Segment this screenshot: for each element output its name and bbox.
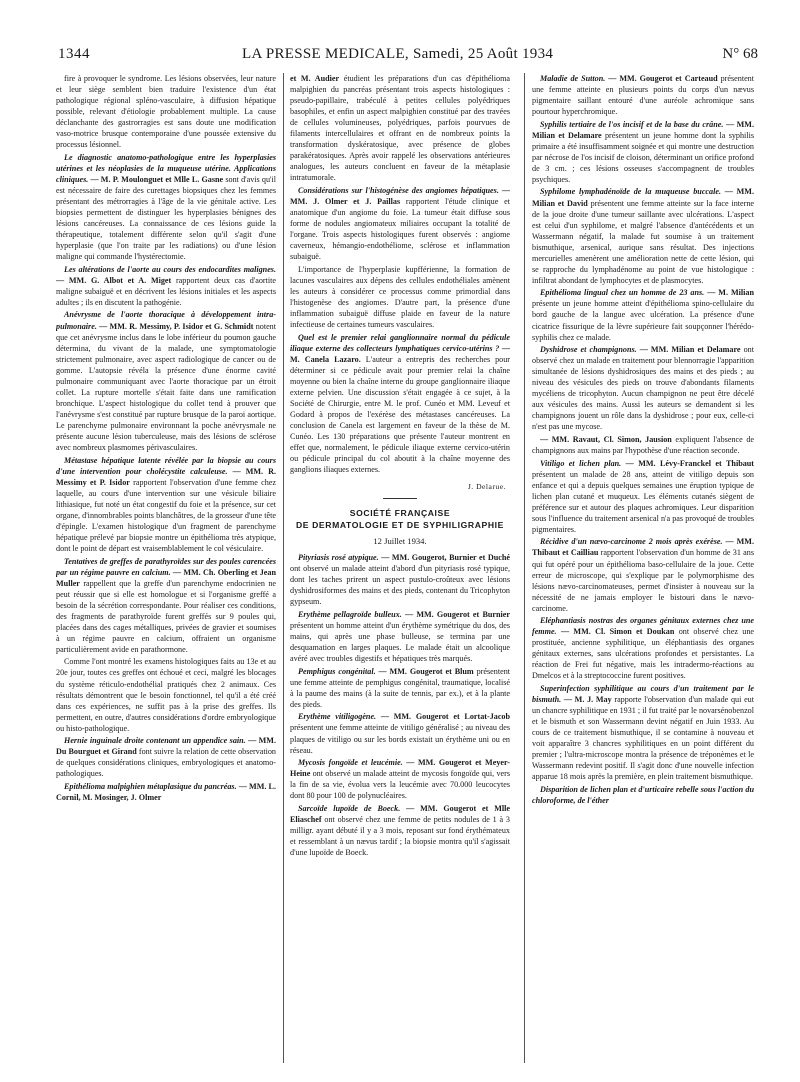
article-authors: — MM. Ravaut, Cl. Simon, Jausion — [540, 435, 672, 444]
article-authors: — MM. J. Olmer et J. Paillas — [290, 185, 510, 207]
article — [290, 803, 510, 858]
article-text: rappellent que la greffe d'un parenchyme endocrinien ne peut réussir que si elle est homologue et si l'organisme greffé a besoin de la sécrétion correspondante. Pour réaliser ces conditions, des fragments de parathyroïde furent greffés sur 9 poules qui, placées dans des cages métalliques, privées de gravier et soumises à un régime pauvre en calcium, offraient un organisme particulièrement avide en parathormone. — [56, 578, 276, 654]
article-text: ont observé un malade atteint d'abord d'un pityriasis rosé typique, dont les taches prirent un aspect pustulo-croûteux avec lésions dyshidrosiformes des mains et des pieds, contenant du Tricophyton gypseum. — [290, 564, 510, 607]
article-title: Anévrysme de l'aorte thoracique à développement intra-pulmonaire. — [56, 310, 276, 331]
article — [532, 536, 754, 613]
article-text: présentent une femme atteinte de vitiligo généralisé ; au niveau des plaques de vitiligo ou sur les bords existait un érythème uni ou en réseau. — [290, 723, 510, 755]
article-title: Disparition de lichen plan et d'urticaire rebelle sous l'action du chloroforme, de l'éther — [532, 784, 754, 805]
article-text: rapporte l'observation d'un malade qui eut un chancre syphilitique en 1931 ; il fut traité par le novarsénobenzol et le bismuth et son Wassermann devint négatif en Juin 1933. Au cours de ce traitement bismuthique, il se contamine à nouveau et voit apparaître 3 chancres syphilitiques en un point différent du premier ; l'ultra-microscope montra la présence de tréponèmes et le Wassermann redevint positif. Il s'agit donc d'une nouvelle infection apparue 18 mois après la première, en plein traitement bismuthique. — [532, 695, 754, 782]
signature: J. Delarue. — [467, 482, 506, 492]
article-text: sont d'avis qu'il est nécessaire de faire des curettages biopsiques chez les femmes présentant des métrorragies à l'âge de la vie génitale active. Les biopsies permettent de distinguer les hyperplasies bénignes des lésions cancéreuses. La connaissance de ces lésions guide la thérapeutique, totalement différente selon qu'il s'agit d'une hyperplasie (que l'on traite par les radiations) ou d'une lésion maligne qui commande l'hystérectomie. — [56, 174, 276, 262]
article-text: présentent une femme atteinte sur la face interne de la joue droite d'une tumeur saillante avec ulcérations. L'aspect est celui d'un syphilome, et malgré l'absence d'antécédents et un Wassermann négatif, la malade fut soumise à un traitement bismuthique, arsenical, aurique sans résultat. Des injections mercurielles amenèrent une amélioration nette de cette lésion, qui se rapproche du lymphadénome au point de vue histologique : infiltrat abondant de lymphocytes et de plasmocytes. — [532, 198, 754, 285]
paragraph: L'importance de l'hyperplasie kupfférienne, la formation de lacunes vasculaires aux dépens des cellules endothéliales amènent les auteurs à considérer ce processus comme primordial dans l'histogenèse des angiomes. D'autre part, la présence d'une inflammation subaiguë diffuse plaide en faveur de la nature infectieuse de certaines tumeurs vasculaires. — [290, 264, 510, 330]
article — [56, 735, 276, 779]
article-authors: — M. J. May — [563, 695, 612, 705]
article-title: Epithélioma malpighien métaplasique du pancréas. — [64, 781, 237, 791]
article-text: rapportent l'observation d'une femme chez laquelle, au cours d'une intervention sur une vésicule biliaire lithiasique, fut noté un état congestif du foie et la présence, sur cet organe, d'innombrables points blanchâtres, de la grosseur d'une tête d'épingle. L'examen histologique d'un fragment de parenchyme hépatique prélevé par biopsie montre un épithélioma très atypique, dont le point de départ est vraisemblablement le col vésiculaire. — [56, 477, 276, 553]
article — [290, 332, 510, 476]
journal-title: LA PRESSE MEDICALE, Samedi, 25 Août 1934 — [242, 46, 554, 62]
article-authors: — MM. Gougerot et Lortat-Jacob — [380, 712, 510, 722]
article-authors: — MM. Milian et Delamare — [532, 119, 754, 140]
article-authors: — M. Milian — [707, 288, 754, 298]
article-title: Pemphigus congénital. — [298, 666, 376, 676]
article — [532, 784, 754, 806]
article-title: Erythème pellagroïde bulleux. — [298, 610, 402, 620]
article — [56, 264, 276, 308]
column-left — [56, 73, 276, 1063]
article — [532, 73, 754, 117]
article-authors: — MM. L. Cornil, M. Mosinger, J. Olmer — [56, 781, 276, 802]
article — [290, 609, 510, 664]
article-text: expliquent l'absence de champignons aux mains par l'hypothèse d'une réaction seconde. — [532, 435, 754, 456]
article-text: présentent une femme atteinte de pemphigus congénital, traumatique, localisé à la paume des mains (à la suite de tennis, par ex.), et à la plante des pieds. — [290, 666, 510, 709]
article-authors: — MM. R. Messimy, P. Isidor et G. Schmidt — [99, 321, 254, 331]
article — [56, 781, 276, 803]
article-text: rapportent deux cas d'aortite maligne subaiguë et en décrivent les lésions initiales et les aspects adultes ; ils en discutent la pathogénie. — [56, 275, 276, 307]
article-text: rapportent l'étude clinique et anatomique d'un angiome du foie. La tumeur était diffuse sous forme de nodules angiomateux miliaires occupant la totalité de l'organe. Trois aspects histologiques furent observés : angiome caverneux, hémangio-endothéliome, sclérose et inflammation subaiguë. — [290, 197, 510, 262]
article-authors: — MM. Gougerot, Burnier et Duché — [381, 553, 510, 563]
article-authors: — MM. Thibaut et Cailliau — [532, 537, 754, 558]
article-title: Tentatives de greffes de parathyroïdes sur des poules carencées par un régime pauvre en calcium. — [56, 556, 276, 577]
article-text: ont observé chez une femme de petits nodules de 1 à 3 milligr. ayant débuté il y a 3 mois, reposant sur fond érythémateux et ressemblant à un nævus tardif ; la biopsie montra qu'il s'agissait d'une lupoïde de Boeck. — [290, 814, 510, 857]
article-authors: — M. P. Moulonguet et Mlle L. Gasne — [90, 174, 224, 184]
article-text: présentent un homme atteint d'un érythème symétrique du dos, des mains, qui après une phase bulleuse, se termina par une desquamation en larges plaques. Le malade était un alcoolique avéré avec troubles digestifs et hépatiques très marqués. — [290, 621, 510, 664]
article-authors: — MM. Gougerot et Blum — [378, 666, 474, 676]
article-authors: — M. Canela Lazaro. — [290, 343, 510, 364]
article-authors: — MM. Gougerot et Mlle Eliaschef — [290, 803, 510, 824]
article-authors: — MM. Ch. Oberling et Jean Muller — [56, 567, 276, 588]
article-title: Epithélioma lingual chez un homme de 23 ans. — [540, 288, 705, 298]
article-authors: — MM. Du Bourguet et Girand — [56, 736, 276, 757]
column-middle — [290, 73, 510, 1063]
article-title: Quel est le premier relai ganglionnaire normal du pédicule iliaque externe des collecteurs lymphatiques cervico-utérins ? — [290, 332, 510, 353]
paragraph: Comme l'ont montré les examens histologiques faits au 13e et au 20e jour, toutes ces greffes ont échoué et ceci, malgré les blocages du système réticulo-endothélial pratiqués chez 2 animaux. Ces résultats démontrent que le besoin fonctionnel, tel qu'il a été créé dans ces expériences, ne suffit pas à la prise des greffes. Ils permettent, en outre, d'autres considérations d'ordre embryologique ou histo-pathologique. — [56, 657, 276, 733]
article-authors: — MM. Milian et David — [532, 187, 754, 208]
article — [290, 185, 510, 262]
article — [532, 458, 754, 535]
society-title: SOCIÉTÉ FRANÇAISE — [349, 508, 451, 519]
article — [532, 119, 754, 185]
article-authors: — MM. Gougerot et Burnier — [404, 610, 510, 620]
article — [532, 344, 754, 432]
society-subtitle: DE DERMATOLOGIE ET DE SYPHILIGRAPHIE — [296, 520, 504, 531]
article-authors: — MM. Cl. Simon et Doukan — [560, 627, 675, 637]
article-text: ont observé un malade atteint de mycosis fongoïde qui, vers la fin de sa vie, évolua vers la leucémie avec 70.000 leucocytes dont 80 pour 100 de polynucléaires. — [290, 769, 510, 801]
article-title: Pityriasis rosé atypique. — [298, 553, 379, 563]
paragraph — [532, 434, 754, 456]
article-title: Vitiligo et lichen plan. — [540, 458, 622, 468]
article-title: Considérations sur l'histogénèse des angiomes hépatiques. — [298, 185, 499, 195]
session-date: 12 Juillet 1934. — [373, 536, 427, 547]
article-title: Superinfection syphilitique au cours d'un traitement par le bismuth. — [532, 684, 754, 705]
article-authors: — MM. Milian et Delamare — [639, 345, 741, 355]
article-title: Syphilome lymphadénoïde de la muqueuse buccale. — [540, 187, 721, 197]
column-divider — [283, 73, 284, 1063]
article — [532, 287, 754, 342]
page-header — [54, 40, 764, 70]
article-authors: — MM. Gougerot et Carteaud — [608, 74, 718, 83]
article-text: ont observé chez un malade en traitement pour blennorragie l'apparition simultanée de lésions dyshidrosiques des mains et des pieds ; au niveau des vésicules des pieds on trouve d'abondants filaments mycéliens de tricophyton. Aucun champignon ne peut être décelé aux vésicules des mains. Aussi les auteurs se demandent si les champignons jouent un rôle dans la dyshidrose ; pour eux, celle-ci n'est pas une mycose. — [532, 345, 754, 432]
article — [290, 552, 510, 607]
page-number: 1344 — [58, 46, 90, 62]
column-divider — [524, 73, 525, 1063]
article — [56, 152, 276, 262]
article — [56, 455, 276, 554]
article-title: Maladie de Sutton. — [540, 74, 606, 83]
section-rule — [383, 498, 417, 499]
article-text: présente un jeune homme atteint d'épithélioma spino-cellulaire du bord gauche de la langue avec ulcération. La présence d'une cicatrice fissurique de la lèvre supérieure fait soupçonner l'hérédo-syphilis chez ce malade. — [532, 299, 754, 342]
article — [56, 309, 276, 453]
paragraph: fire à provoquer le syndrome. Les lésions observées, leur nature et leur siège semblent bien traduire l'existence d'un état pathologique régional spléno-vasculaire, à diffusion hépatique possible, relevant d'étiologie probablement multiple. La cause déclanchante des gastrorragies est sans doute une modification vaso-motrice brusque contemporaine d'une poussée extensive du processus lésionnel. — [56, 74, 276, 150]
article-title: Mycosis fongoïde et leucémie. — [298, 758, 403, 768]
article-title: Erythème vitiligogène. — [298, 712, 377, 722]
article — [532, 186, 754, 285]
article-title: Hernie inguinale droite contenant un appendice sain. — [64, 736, 246, 746]
article-title: Récidive d'un nævo-carcinome 2 mois après exérèse. — [540, 537, 723, 547]
article-authors: — MM. Gougerot et Meyer-Heine — [290, 758, 510, 779]
article — [532, 683, 754, 782]
article-text: font suivre la relation de cette observation de quelques considérations cliniques, embryologiques et anatomo-pathologiques. — [56, 747, 276, 779]
article-text: rapportent l'observation d'un homme de 31 ans qui fut opéré pour un épithélioma baso-cellulaire de la joue. Cette erreur de microscope, qui s'explique par le polymorphisme des lésions nævo-carcinomateuses, permet d'insister à nouveau sur la nécessité de ne jamais employer le bistouri dans le nævo-carcinome. — [532, 548, 754, 613]
article-text: étudient les préparations d'un cas d'épithélioma malpighien du pancréas présentant trois aspects histologiques : pseudo-papillaire, trabéculé à petites cellules polyédriques basophiles, et enfin un aspect malpighien constitué par des travées de cellules volumineuses, polyédriques, parfois pourvues de filaments intercellulaires et offrant en de nombreux points la transformation dyskératosique, avec présence de globes parakératosiques. Après avoir rappelé les observations antérieures analogues, les auteurs concluent en faveur de la métaplasie intratumorale. — [290, 74, 510, 183]
article-text: notent que cet anévrysme inclus dans le lobe inférieur du poumon gauche détermina, du vivant de la malade, une symptomatologie strictement pulmonaire, avec aspect radiologique de cancer ou de gomme. L'autopsie révéla la présence d'une énorme cavité pulmonaire communiquant avec l'aorte thoracique par un étroit collet. La rupture mortelle s'était faite dans une ramification bronchique. L'aspect histologique du collet tend à prouver que l'anévrysme s'est constitué par rupture brusque de la paroi aortique. Le parenchyme pulmonaire environnant la poche anévrysmale ne présente aucune lésion tuberculeuse, mais des lésions de sclérose avec nombreux plasmomes périvasculaires. — [56, 321, 276, 453]
article-text: L'auteur a entrepris des recherches pour déterminer si ce pédicule avait pour premier relai la chaîne moyenne ou bien la chaîne interne du groupe ganglionnaire iliaque externe pelvien. Une discussion s'était engagée à ce sujet, à la Société de Chirurgie, entre M. le prof. Cunéo et MM. Leveuf et Godard à propos de l'exérèse des métastases cancéreuses. La conclusion de Canela est largement en faveur de la thèse de M. Cunéo. Les 130 préparations que présente l'auteur montrent en effet que, normalement, le pédicule iliaque externe cervico-utérin ou pédicule principal du col aboutit à la chaîne moyenne des ganglions iliaques externes. — [290, 354, 510, 475]
article-authors: — MM. G. Albot et A. Miget — [56, 275, 172, 285]
article — [56, 556, 276, 655]
article-authors: et M. Audier — [290, 74, 340, 83]
article-title: Sarcoïde lupoïde de Boeck. — [298, 803, 401, 813]
article-title: Syphilis tertiaire de l'os incisif et de la base du crâne. — [540, 119, 724, 129]
issue-number: N° 68 — [722, 46, 758, 62]
article-text: présentent une femme atteinte en plusieurs points du corps d'un nævus pigmentaire saillant entouré d'une auréole achromique sans pourtour hyperchromique. — [532, 74, 754, 117]
article-title: Eléphantiasis nostras des organes génitaux externes chez une femme. — [532, 616, 754, 637]
article-text: présentent un malade de 28 ans, atteint de vitiligo depuis son enfance et qui a depuis quelques semaines une éruption typique de lichen plan cutané et muqueux. Les éléments cutanés siègent de préférence sur et autour des plaques achromiques. Leur disparition sous l'influence du traitement arsenical n'a pas provoqué de troubles pigmentaires. — [532, 469, 754, 534]
article-title: Métastase hépatique latente révélée par la biopsie au cours d'une intervention pour cholécystite calculeuse. — [56, 455, 276, 476]
article-continued — [290, 73, 510, 183]
article-text: ont observé chez une prostituée, ancienne syphilitique, un éléphantiasis des organes génitaux externes, sans ulcérations profondes et persistantes. La réaction de Frei fut négative, mais les intradermo-réactions au Dmelcos et à la streptococcine furent positives. — [532, 627, 754, 681]
article — [290, 757, 510, 801]
article — [290, 711, 510, 755]
article — [290, 666, 510, 710]
article-title: Les altérations de l'aorte au cours des endocardites malignes. — [64, 264, 276, 274]
article-title: Dyshidrose et champignons. — [540, 345, 637, 355]
article-authors: — MM. R. Messimy et P. Isidor — [56, 466, 276, 487]
article-authors: — MM. Lévy-Franckel et Thibaut — [625, 458, 754, 468]
journal-page — [54, 40, 764, 1070]
article-text: présentent un jeune homme dont la syphilis primaire a été insuffisamment soignée et qui montre une destruction par nécrose de l'os incisif de cloison, déterminant un orifice profond de 3 cm. ; ces lésions osseuses s'accompagnent de troubles psychiques. — [532, 130, 754, 184]
article-title: Le diagnostic anatomo-pathologique entre les hyperplasies utérines et les néoplasies de la muqueuse utérine. Applications cliniques. — [56, 152, 276, 184]
column-right — [532, 73, 754, 1063]
article — [532, 615, 754, 681]
